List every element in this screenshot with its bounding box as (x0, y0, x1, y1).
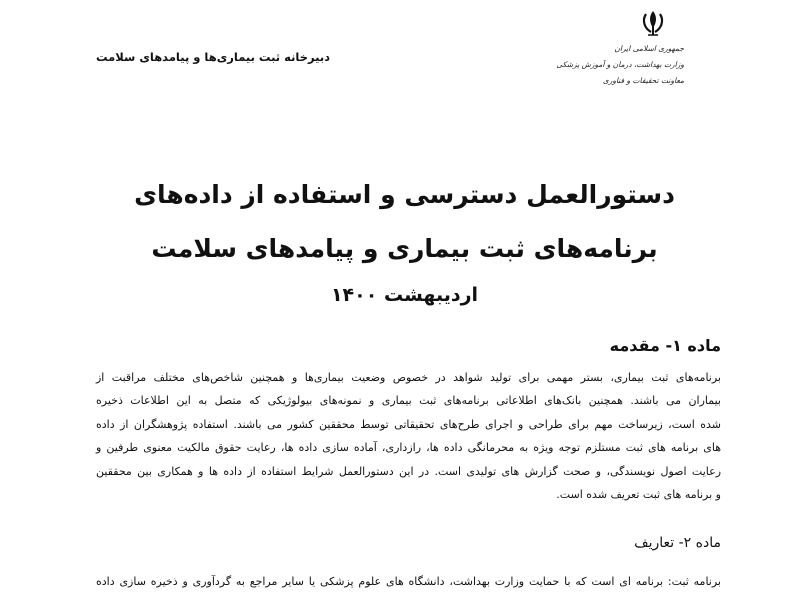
paragraph-line: های برنامه های ثبت مستلزم توجه ویژه به محرمانگی داده ها، رازداری، آماده سازی داده ها، رعایت حقوق مالکیت معنوی طرفین و (96, 441, 721, 455)
iran-emblem-icon (638, 8, 668, 38)
paragraph-line: و برنامه های ثبت تعریف شده است. (556, 488, 721, 502)
section-1-heading: ماده ۱- مقدمه (609, 336, 721, 355)
section-2-heading: ماده ۲- تعاریف (634, 535, 721, 551)
emblem-line-2: وزارت بهداشت، درمان و آموزش پزشکی (556, 60, 684, 69)
paragraph-line: شده است، زیرساخت مهم برای طراحی و اجرای طرح‌های تحقیقاتی توسط محققین کشور می باشند. استفاده پژوهشگران از داده (96, 417, 721, 431)
ministry-emblem (556, 8, 706, 96)
doc-date: اردیبهشت ۱۴۰۰ (330, 284, 479, 306)
emblem-line-1: جمهوری اسلامی ایران (614, 44, 684, 53)
doc-title-line-2: برنامه‌های ثبت بیماری و پیامدهای سلامت (151, 234, 658, 263)
document-header-org: دبیرخانه ثبت بیماری‌ها و پیامدهای سلامت (96, 50, 331, 64)
paragraph-line: برنامه ثبت: برنامه ای است که با حمایت وزارت بهداشت، دانشگاه های علوم پزشکی یا سایر مراجع به گردآوری و ذخیره سازی داده (96, 575, 721, 588)
section-2-paragraph (96, 570, 721, 593)
paragraph-line: رعایت اصول نویسندگی، و صحت گزارش های تولیدی است. در این دستورالعمل شرایط استفاده از داده ها و همکاری بین محققین (96, 464, 721, 478)
paragraph-line: بیماران می باشند. همچنین بانک‌های اطلاعاتی برنامه‌های ثبت بیماری و نمونه‌های بیولوژیکی که متصل به این اطلاعات ذخیره (96, 394, 721, 408)
doc-title-line-1: دستورالعمل دسترسی و استفاده از داده‌های (134, 180, 675, 209)
section-1-paragraph (96, 366, 721, 506)
emblem-line-3: معاونت تحقیقات و فناوری (602, 76, 684, 85)
paragraph-line: برنامه‌های ثبت بیماری، بستر مهمی برای تولید شواهد در خصوص وضعیت بیماری‌ها و همچنین شاخص‌های مختلف مراقبت از (96, 371, 721, 384)
